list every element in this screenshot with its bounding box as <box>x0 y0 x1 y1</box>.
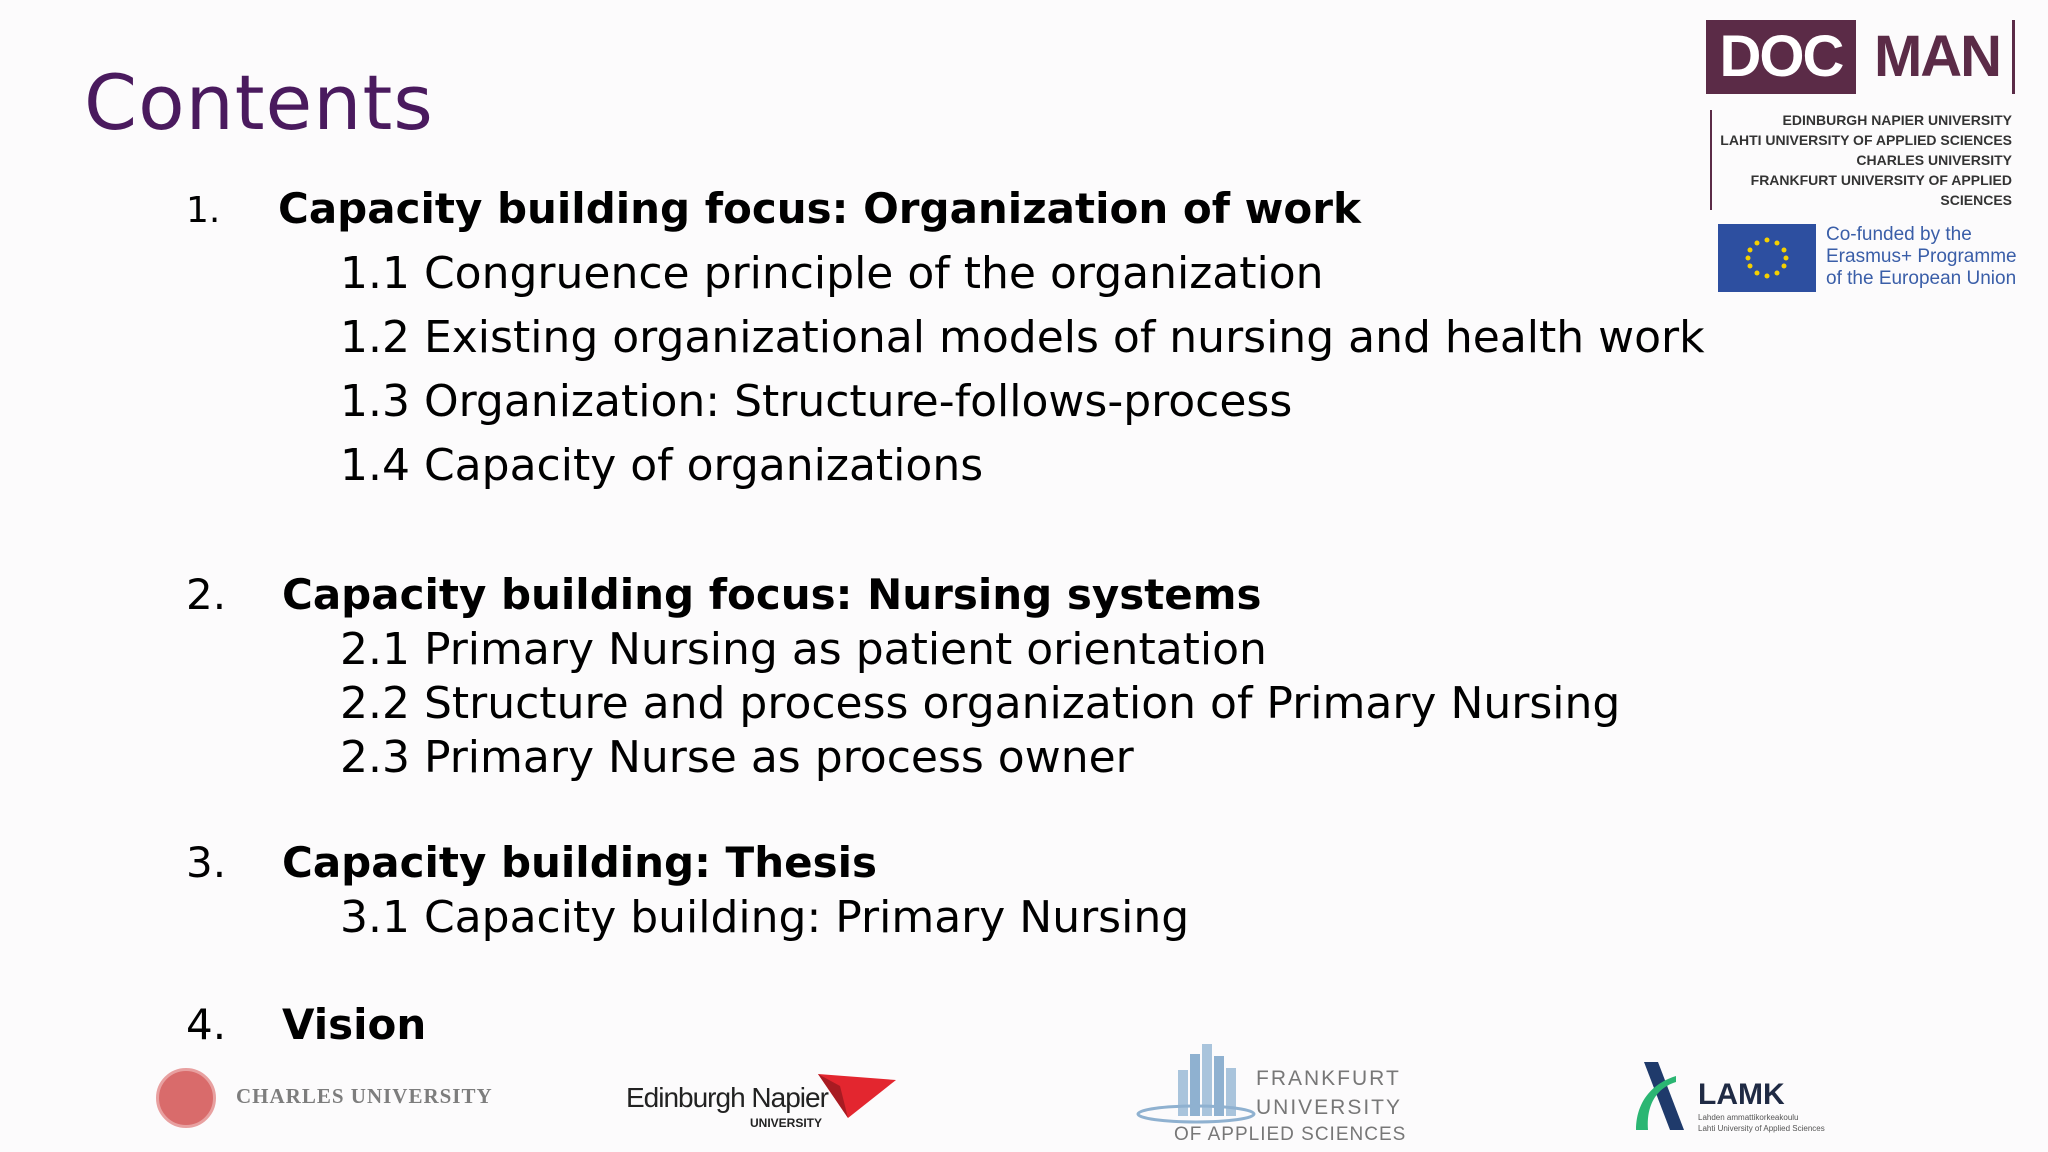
charles-university-text: CHARLES UNIVERSITY <box>236 1084 493 1108</box>
frankfurt-university-logo <box>1136 1040 1407 1152</box>
lamk-sub <box>1698 1112 1825 1134</box>
frankfurt-line: UNIVERSITY <box>1256 1096 1403 1119</box>
docman-doc: DOC <box>1706 20 1856 94</box>
docman-partner: EDINBURGH NAPIER UNIVERSITY <box>1782 112 2012 128</box>
edinburgh-napier-logo <box>626 1062 896 1132</box>
item-1-4: 1.4 Capacity of organizations <box>340 440 984 491</box>
section-2-heading: Capacity building focus: Nursing systems <box>282 570 1262 619</box>
building-bars-icon <box>1136 1040 1256 1124</box>
docman-partner: FRANKFURT UNIVERSITY OF APPLIED SCIENCES <box>1750 172 2012 208</box>
section-4-number: 4. <box>186 1000 227 1049</box>
frankfurt-line: FRANKFURT <box>1256 1067 1401 1090</box>
lamk-mark-icon <box>1636 1058 1692 1134</box>
section-3-heading: Capacity building: Thesis <box>282 838 877 887</box>
docman-logo <box>1706 20 2026 208</box>
erasmus-logo <box>1718 224 2018 294</box>
item-2-1: 2.1 Primary Nursing as patient orientation <box>340 624 1267 675</box>
item-2-2: 2.2 Structure and process organization of Primary Nursing <box>340 678 1621 729</box>
edinburgh-napier-text: Edinburgh Napier <box>626 1082 828 1113</box>
lamk-text: LAMK <box>1698 1078 1785 1111</box>
item-1-3: 1.3 Organization: Structure-follows-process <box>340 376 1293 427</box>
charles-university-logo <box>156 1068 496 1128</box>
erasmus-line: Co-funded by the <box>1826 224 1972 245</box>
item-1-2: 1.2 Existing organizational models of nursing and health work <box>340 312 1705 363</box>
section-1-heading: Capacity building focus: Organization of work <box>278 184 1361 233</box>
docman-man: MAN <box>1862 20 2015 94</box>
lamk-logo <box>1636 1058 1866 1138</box>
docman-partner: LAHTI UNIVERSITY OF APPLIED SCIENCES <box>1720 132 2012 148</box>
napier-arrow-icon <box>818 1062 898 1122</box>
section-3-number: 3. <box>186 838 227 887</box>
section-1-number: 1. <box>186 190 221 231</box>
item-3-1: 3.1 Capacity building: Primary Nursing <box>340 892 1190 943</box>
frankfurt-text <box>1256 1064 1402 1122</box>
lamk-sub-line: Lahti University of Applied Sciences <box>1698 1124 1825 1133</box>
eu-flag-icon <box>1718 224 1816 292</box>
lamk-sub-line: Lahden ammattikorkeakoulu <box>1698 1113 1799 1122</box>
section-4-heading: Vision <box>282 1000 427 1049</box>
erasmus-line: Erasmus+ Programme <box>1826 246 2017 267</box>
docman-partner: CHARLES UNIVERSITY <box>1856 152 2012 168</box>
edinburgh-napier-sub: UNIVERSITY <box>750 1116 823 1130</box>
page-title: Contents <box>84 58 434 147</box>
item-1-1: 1.1 Congruence principle of the organization <box>340 248 1324 299</box>
section-2-number: 2. <box>186 570 227 619</box>
docman-partner-list <box>1710 110 2012 210</box>
erasmus-line: of the European Union <box>1826 268 2017 289</box>
item-2-3: 2.3 Primary Nurse as process owner <box>340 732 1134 783</box>
frankfurt-line: OF APPLIED SCIENCES <box>1174 1124 1407 1145</box>
erasmus-text <box>1826 224 2017 290</box>
seal-icon <box>156 1068 216 1128</box>
